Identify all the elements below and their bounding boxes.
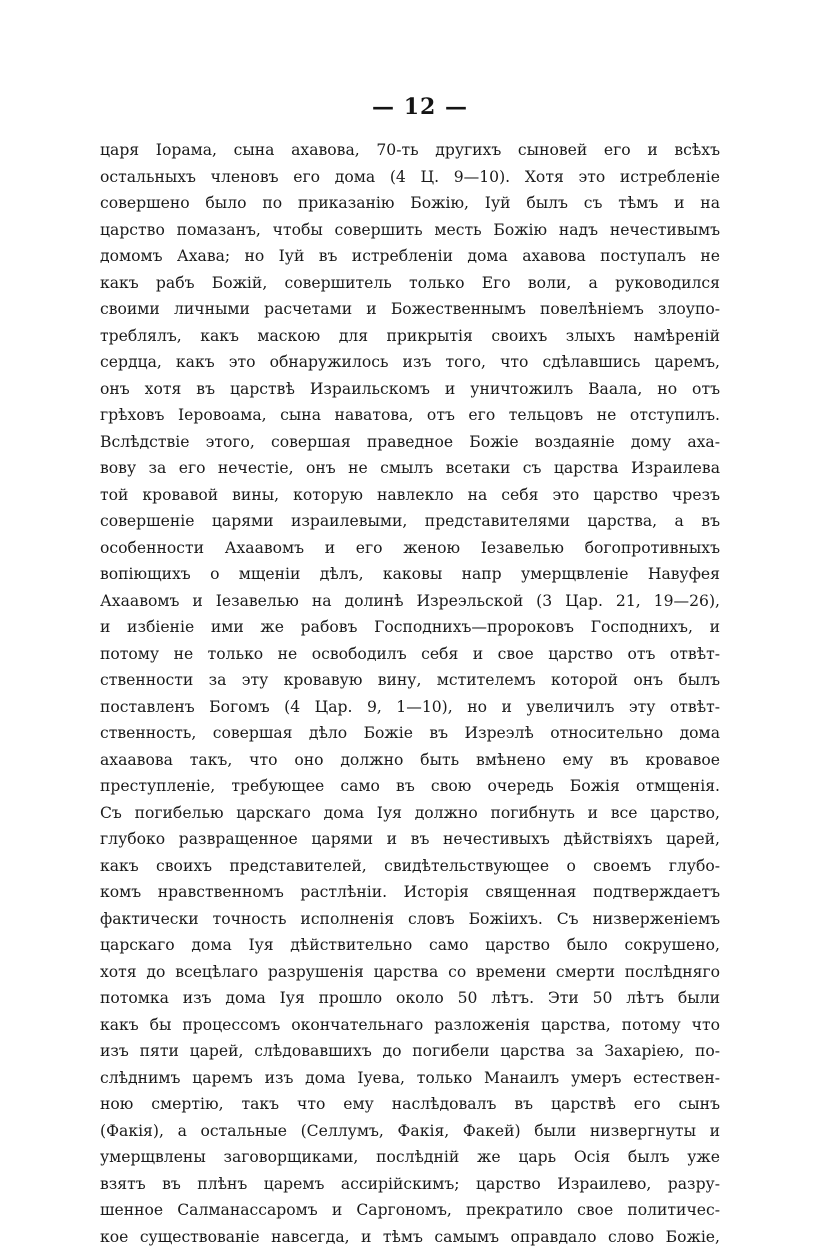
text-line: поставленъ Богомъ (4 Цар. 9, 1—10), но и увеличилъ эту отвѣт- <box>100 694 720 721</box>
text-line: совершеніе царями израилевыми, представителями царства, а въ <box>100 508 720 535</box>
text-line: Вслѣдствіе этого, совершая праведное Божіе воздаяніе дому аха- <box>100 429 720 456</box>
text-line: и избіеніе ими же рабовъ Господнихъ—пророковъ Господнихъ, и <box>100 614 720 641</box>
text-line: царство помазанъ, чтобы совершить месть Божію надъ нечестивымъ <box>100 217 720 244</box>
text-line: царскаго дома Іуя дѣйствительно само царство было сокрушено, <box>100 932 720 959</box>
text-line: совершено было по приказанію Божію, Іуй былъ съ тѣмъ и на <box>100 190 720 217</box>
text-line: ною смертію, такъ что ему наслѣдовалъ въ царствѣ его сынъ <box>100 1091 720 1118</box>
text-line: онъ хотя въ царствѣ Израильскомъ и уничтожилъ Ваала, но отъ <box>100 376 720 403</box>
text-line: Съ погибелью царскаго дома Іуя должно погибнуть и все царство, <box>100 800 720 827</box>
text-line: глубоко развращенное царями и въ нечестивыхъ дѣйствіяхъ царей, <box>100 826 720 853</box>
text-line: шенное Салманассаромъ и Саргономъ, прекратило свое политичес- <box>100 1197 720 1224</box>
page-number: — 12 — <box>0 94 840 120</box>
text-line: преступленіе, требующее само въ свою очередь Божія отмщенія. <box>100 773 720 800</box>
text-line: комъ нравственномъ растлѣніи. Исторія священная подтверждаетъ <box>100 879 720 906</box>
text-line: какъ бы процессомъ окончательнаго разложенія царства, потому что <box>100 1012 720 1039</box>
text-line: вову за его нечестіе, онъ не смылъ всетаки съ царства Израилева <box>100 455 720 482</box>
text-line: Ахаавомъ и Іезавелью на долинѣ Изреэльской (3 Цар. 21, 19—26), <box>100 588 720 615</box>
text-line: слѣднимъ царемъ изъ дома Іуева, только Манаилъ умеръ естествен- <box>100 1065 720 1092</box>
text-line: той кровавой вины, которую навлекло на себя это царство чрезъ <box>100 482 720 509</box>
text-line: царя Іорама, сына ахавова, 70-ть другихъ сыновей его и всѣхъ <box>100 137 720 164</box>
text-line: потомка изъ дома Іуя прошло около 50 лѣтъ. Эти 50 лѣтъ были <box>100 985 720 1012</box>
text-line: треблялъ, какъ маскою для прикрытія своихъ злыхъ намѣреній <box>100 323 720 350</box>
text-line: сердца, какъ это обнаружилось изъ того, что сдѣлавшись царемъ, <box>100 349 720 376</box>
text-line: кое существованіе навсегда, и тѣмъ самымъ оправдало слово Божіе, <box>100 1224 720 1250</box>
text-line: (Факія), а остальные (Селлумъ, Факія, Факей) были низвергнуты и <box>100 1118 720 1145</box>
text-line: ахаавова такъ, что оно должно быть вмѣнено ему въ кровавое <box>100 747 720 774</box>
text-line: ственности за эту кровавую вину, мстителемъ которой онъ былъ <box>100 667 720 694</box>
text-line: фактически точность исполненія словъ Божіихъ. Съ низверженіемъ <box>100 906 720 933</box>
text-line: своими личными расчетами и Божественнымъ повелѣніемъ злоупо- <box>100 296 720 323</box>
text-line: остальныхъ членовъ его дома (4 Ц. 9—10). Хотя это истребленіе <box>100 164 720 191</box>
text-line: какъ рабъ Божій, совершитель только Его воли, а руководился <box>100 270 720 297</box>
text-line: потому не только не освободилъ себя и свое царство отъ отвѣт- <box>100 641 720 668</box>
text-line: изъ пяти царей, слѣдовавшихъ до погибели царства за Захаріею, по- <box>100 1038 720 1065</box>
text-line: ственность, совершая дѣло Божіе въ Изреэлѣ относительно дома <box>100 720 720 747</box>
text-line: хотя до всецѣлаго разрушенія царства со времени смерти послѣдняго <box>100 959 720 986</box>
body-text <box>100 137 720 1250</box>
text-line: вопіющихъ о мщеніи дѣлъ, каковы напр умерщвленіе Навуфея <box>100 561 720 588</box>
text-line: домомъ Ахава; но Іуй въ истребленіи дома ахавова поступалъ не <box>100 243 720 270</box>
text-line: грѣховъ Іеровоама, сына наватова, отъ его тельцовъ не отступилъ. <box>100 402 720 429</box>
text-line: умерщвлены заговорщиками, послѣдній же царь Осія былъ уже <box>100 1144 720 1171</box>
text-line: какъ своихъ представителей, свидѣтельствующее о своемъ глубо- <box>100 853 720 880</box>
text-line: взятъ въ плѣнъ царемъ ассирійскимъ; царство Израилево, разру- <box>100 1171 720 1198</box>
text-line: особенности Ахаавомъ и его женою Іезавелью богопротивныхъ <box>100 535 720 562</box>
